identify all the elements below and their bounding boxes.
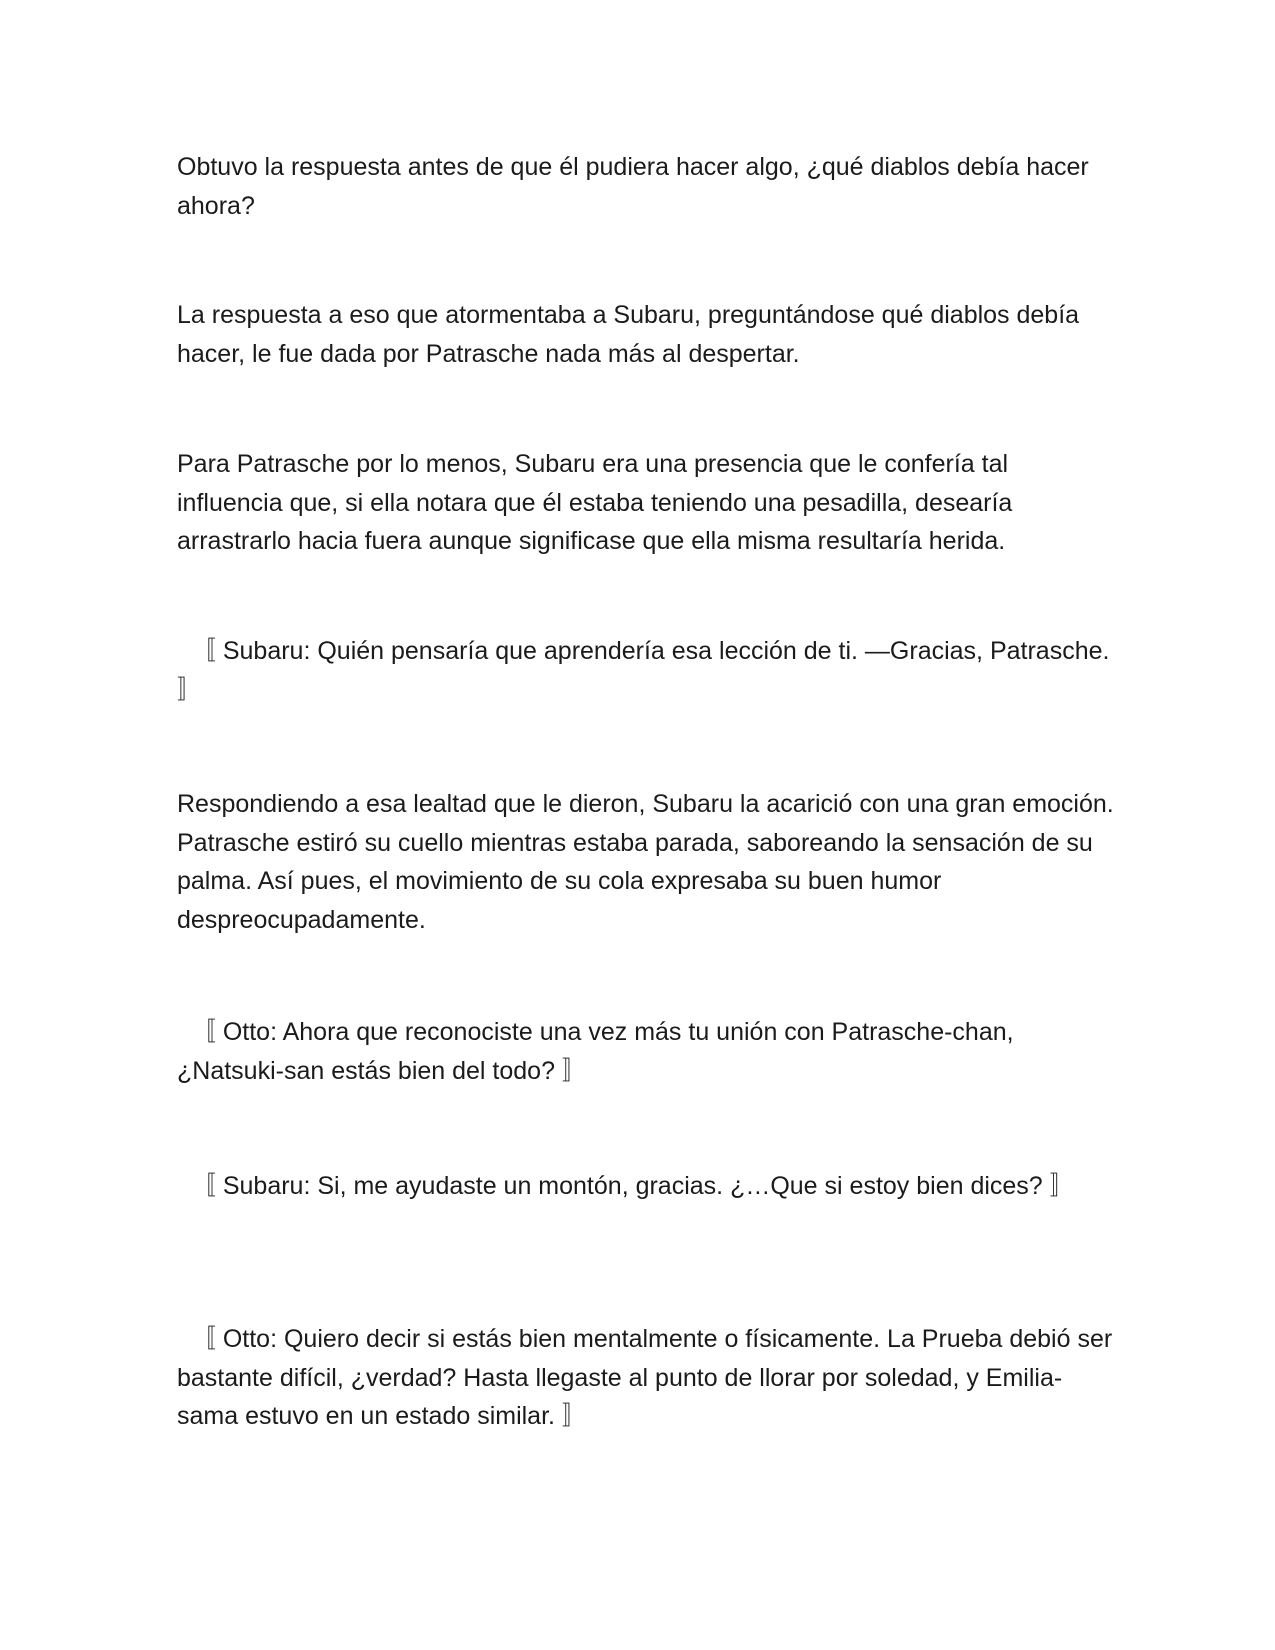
dialogue-paragraph: 〚 Otto: Quiero decir si estás bien mentalmente o físicamente. La Prueba debió ser bastante difícil, ¿verdad? Hasta llegaste al punto de llorar por soledad, y Emilia-sama estuvo en un estado similar. 〛 <box>177 1325 1113 1430</box>
narration-paragraph: La respuesta a eso que atormentaba a Subaru, preguntándose qué diablos debía hacer, le fue dada por Patrasche nada más al despertar. <box>177 301 1080 368</box>
dialogue-paragraph: 〚 Subaru: Si, me ayudaste un montón, gracias. ¿…Que si estoy bien dices? 〛 <box>177 1172 1075 1200</box>
dialogue-paragraph: 〚 Otto: Ahora que reconociste una vez más tu unión con Patrasche-chan, ¿Natsuki-san estás bien del todo? 〛 <box>177 1018 1014 1085</box>
narration-paragraph: Para Patrasche por lo menos, Subaru era una presencia que le confería tal influencia que, si ella notara que él estaba teniendo una pesadilla, desearía arrastrarlo hacia fuera aunque significase que ella misma resultaría herida. <box>177 450 1013 555</box>
narration-paragraph: Respondiendo a esa lealtad que le dieron, Subaru la acarició con una gran emoción. Patrasche estiró su cuello mientras estaba parada, saboreando la sensación de su palma. Así pues, el movimiento de su cola expresaba su buen humor despreocupadamente. <box>177 790 1114 934</box>
dialogue-paragraph: 〚 Subaru: Quién pensaría que aprendería esa lección de ti. —Gracias, Patrasche. 〛 <box>177 637 1110 704</box>
narration-paragraph: Obtuvo la respuesta antes de que él pudiera hacer algo, ¿qué diablos debía hacer ahora? <box>177 153 1089 220</box>
